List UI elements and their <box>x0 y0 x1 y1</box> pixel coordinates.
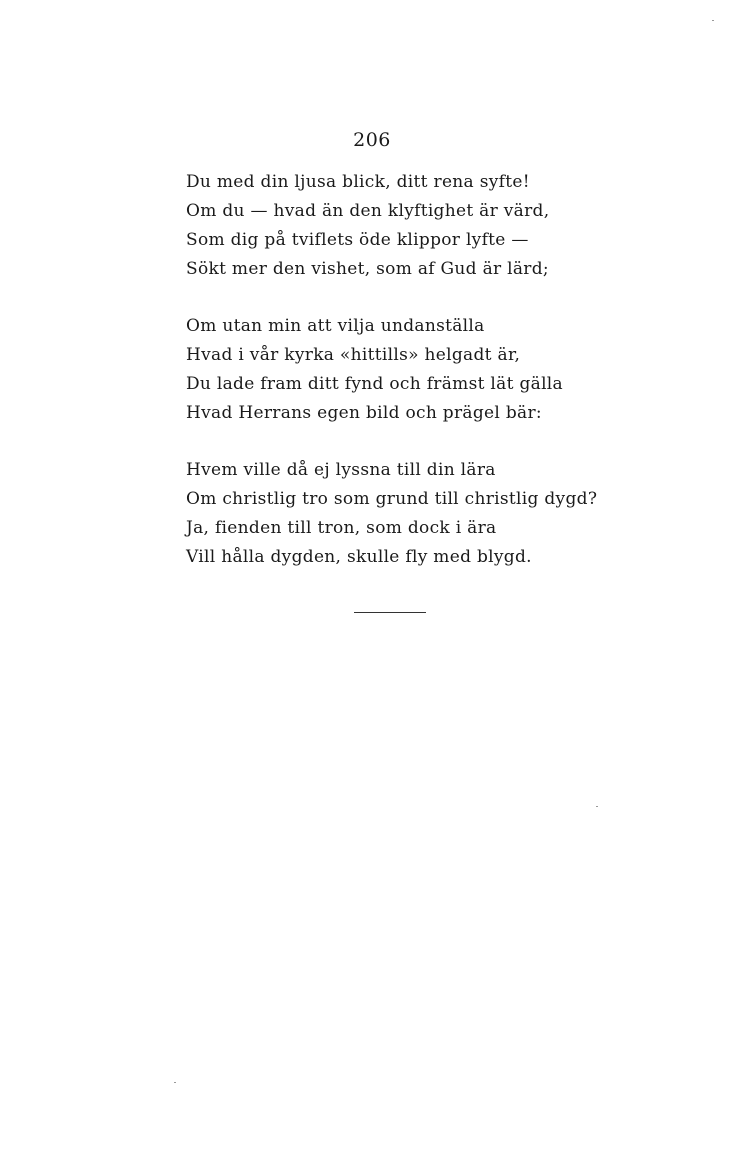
poem-line: Hvad i vår kyrka «hittills» helgadt är, <box>186 345 521 365</box>
poem-line: Du lade fram ditt fynd och främst lät gälla <box>186 374 563 394</box>
paper-speck <box>712 20 714 21</box>
poem-line: Hvad Herrans egen bild och prägel bär: <box>186 403 542 423</box>
poem-line: Om utan min att vilja undanställa <box>186 316 485 336</box>
poem-line: Som dig på tviflets öde klippor lyfte — <box>186 230 529 250</box>
poem-line: Om du — hvad än den klyftighet är värd, <box>186 201 550 221</box>
stanza <box>186 312 606 428</box>
poem-line: Om christlig tro som grund till christlig dygd? <box>186 489 598 509</box>
poem-line: Sökt mer den vishet, som af Gud är lärd; <box>186 259 549 279</box>
stanza <box>186 168 606 284</box>
poem <box>186 168 606 600</box>
poem-line: Hvem ville då ej lyssna till din lära <box>186 460 496 480</box>
poem-line: Du med din ljusa blick, ditt rena syfte! <box>186 172 530 192</box>
poem-line: Ja, fienden till tron, som dock i ära <box>186 518 497 538</box>
paper-speck <box>596 806 598 807</box>
stanza <box>186 456 606 572</box>
end-separator-rule <box>354 612 426 613</box>
paper-speck <box>174 1082 176 1083</box>
poem-line: Vill hålla dygden, skulle fly med blygd. <box>186 547 532 567</box>
page-number: 206 <box>353 129 391 151</box>
